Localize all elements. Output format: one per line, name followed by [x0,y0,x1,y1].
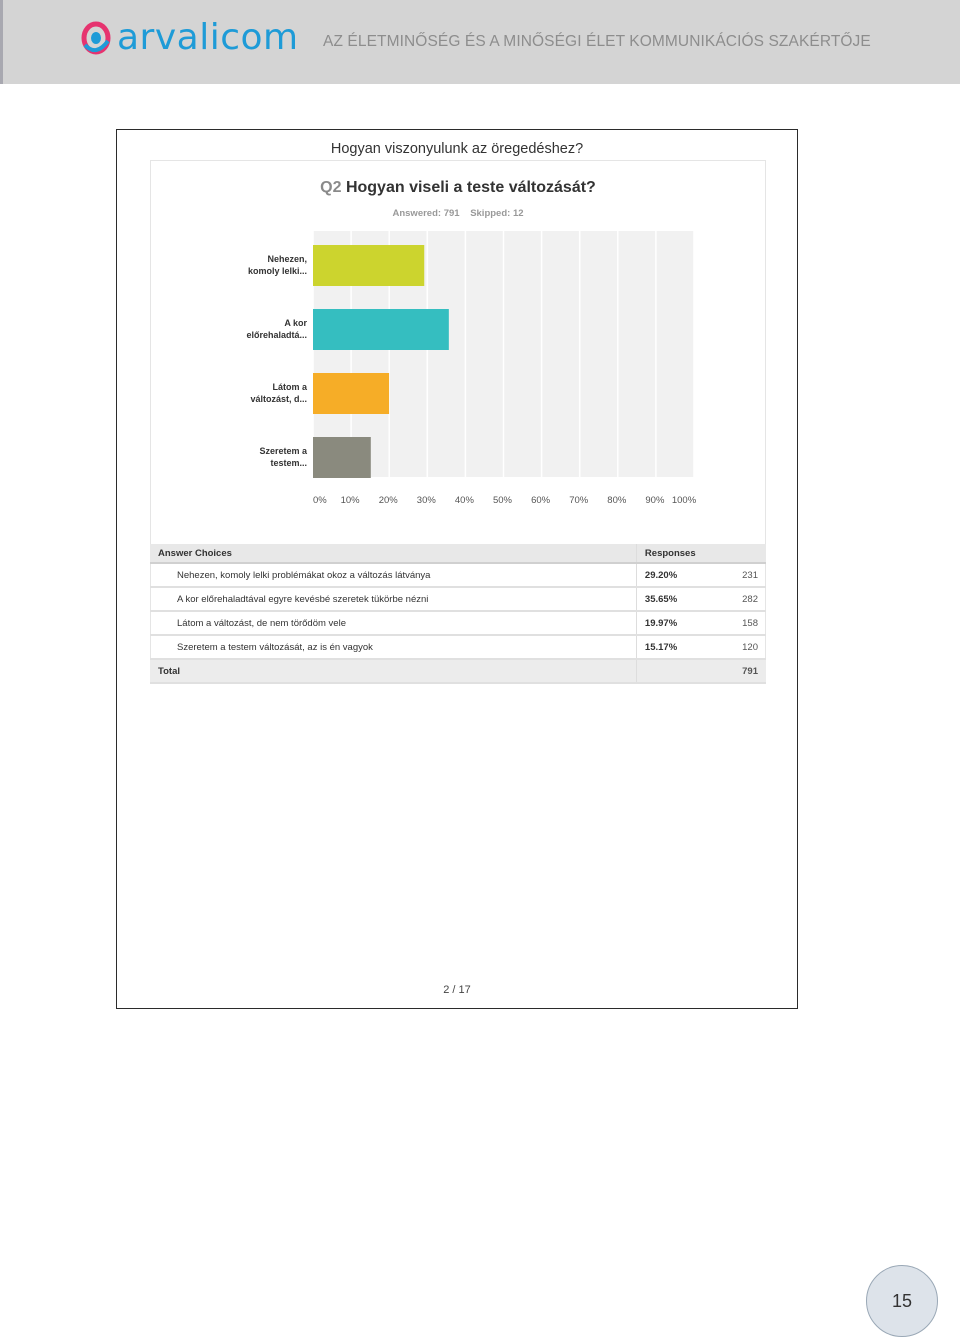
category-label: A kor [284,318,307,328]
document-page-indicator: 2 / 17 [443,984,471,996]
logo-text: arvalicom [117,17,299,58]
bar [313,437,371,478]
x-tick-label: 40% [454,495,474,506]
category-label: Látom a [272,382,307,392]
logo-mark-icon [81,21,111,55]
x-tick-label: 90% [645,495,665,506]
x-tick-label: 10% [340,495,360,506]
answered-count: Answered: 791 [392,208,460,219]
x-tick-label: 20% [378,495,398,506]
header-responses: Responses [636,544,766,563]
x-tick-label: 60% [531,495,551,506]
bar-chart [151,161,767,531]
table-row [150,635,766,659]
category-label: változást, d... [250,394,307,404]
table-row [150,611,766,635]
percent-cell: 15.17% [636,635,711,659]
embedded-document-page [116,129,798,1009]
category-label: Szeretem a [259,446,307,456]
count-cell: 158 [711,611,766,635]
brand-logo[interactable] [81,18,299,58]
category-label: komoly lelki... [247,266,307,276]
x-tick-label: 50% [492,495,513,506]
bar [313,245,424,286]
choice-cell: Szeretem a testem változását, az is én vagyok [150,635,636,659]
count-cell: 120 [711,635,766,659]
x-tick-label: 100% [671,495,697,506]
x-tick-label: 70% [569,495,589,506]
header-band [0,0,960,84]
question-text: Hogyan viseli a teste változását? [345,179,596,196]
x-tick-label: 30% [416,495,436,506]
header-answer-choices: Answer Choices [150,544,636,563]
count-cell: 282 [711,587,766,611]
table-header-row [150,544,766,563]
total-percent-cell [636,659,711,683]
table-row [150,587,766,611]
category-label: Nehezen, [267,254,307,264]
percent-cell: 29.20% [636,563,711,587]
total-count: 791 [711,659,766,683]
page-number: 15 [866,1265,938,1337]
question-number: Q2 [320,179,342,196]
document-title: Hogyan viszonyulunk az öregedéshez? [330,141,584,157]
responses-table [150,544,766,684]
category-label: testem... [270,458,307,468]
category-label: előrehaladtá... [246,330,307,340]
table-total-row [150,659,766,683]
skipped-count: Skipped: 12 [470,208,524,219]
choice-cell: Látom a változást, de nem törődöm vele [150,611,636,635]
choice-cell: Nehezen, komoly lelki problémákat okoz a változás látványa [150,563,636,587]
percent-cell: 19.97% [636,611,711,635]
table-row [150,563,766,587]
x-tick-label: 0% [313,495,327,506]
bar [313,309,449,350]
x-tick-label: 80% [607,495,627,506]
choice-cell: A kor előrehaladtával egyre kevésbé szeretek tükörbe nézni [150,587,636,611]
count-cell: 231 [711,563,766,587]
header-tagline: AZ ÉLETMINŐSÉG ÉS A MINŐSÉGI ÉLET KOMMUNIKÁCIÓS SZAKÉRTŐJE [323,33,871,50]
total-label: Total [150,659,636,683]
percent-cell: 35.65% [636,587,711,611]
bar [313,373,389,414]
